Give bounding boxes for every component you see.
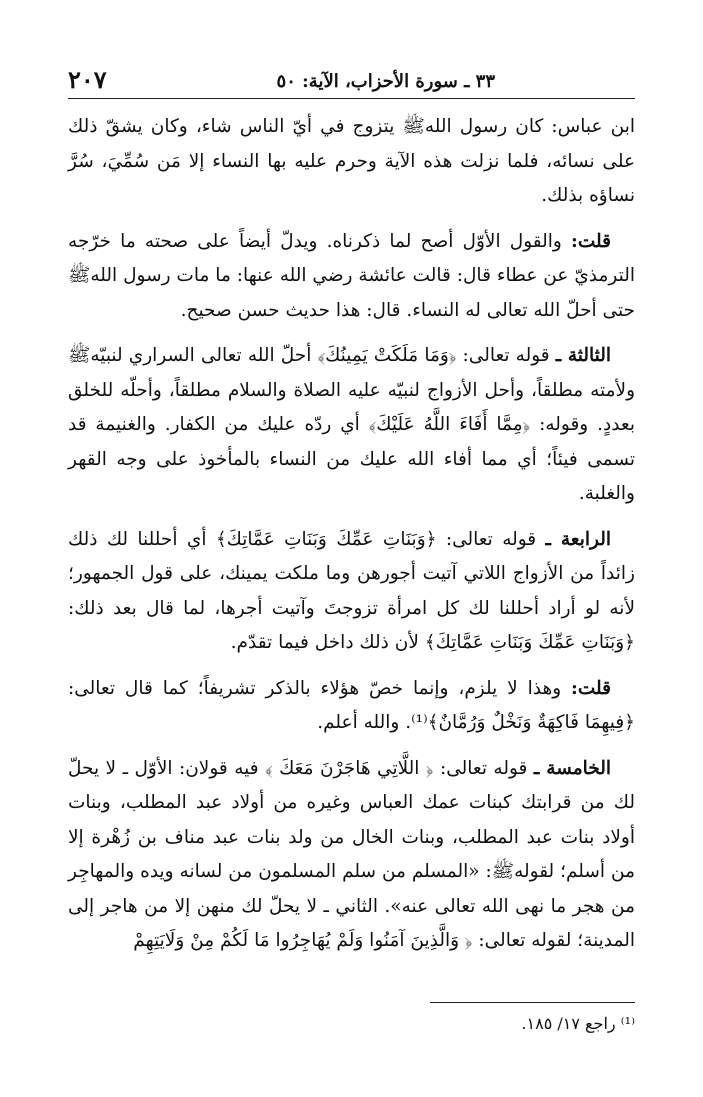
paragraph-5-text: وهذا لا يلزم، وإنما خصّ هؤلاء بالذكر تشريفاً؛ كما قال تعالى: ﴿فِيهِمَا فَاكِهَةٌ وَنَخْلٌ وَرُمَّانٌ﴾⁽¹⁾. والله أعلم. [68,677,635,733]
paragraph-6 [68,752,635,959]
paragraph-3 [68,339,635,512]
paragraph-3-text: قوله تعالى: ﴿وَمَا مَلَكَتْ يَمِينُكَ﴾ أحلّ الله تعالى السراري لنبيّهﷺ ولأمته مطلقاً، وأحل الأزواج لنبيّه عليه الصلاة والسلام مطلقاً، وأحلّه للخلق بعددٍ. وقوله: ﴿مِمَّا أَفَاءَ اللَّهُ عَلَيْكَ﴾ أي ردّه عليك من الكفار. والغنيمة قد تسمى فيئاً؛ أي مما أفاء الله عليك من النساء بالمأخوذ على وجه القهر والغلبة. [68,345,635,504]
page-header [68,62,635,99]
paragraph-4-lead: الرابعة ـ [545,528,611,550]
paragraph-3-lead: الثالثة ـ [555,345,612,366]
paragraph-2-lead: قلت: [571,230,611,252]
paragraph-4-text: قوله تعالى: ﴿وَبَنَاتِ عَمِّكَ وَبَنَاتِ عَمَّاتِكَ﴾ أي أحللنا لك ذلك زائداً من الأزواج اللاتي آتيت أجورهن وما ملكت يمينك، على قول الجمهور؛ لأنه لو أراد أحللنا لك كل امرأة تزوجتَ وآتيت أجرها، لما قال بعد ذلك: ﴿وَبَنَاتِ عَمِّكَ وَبَنَاتِ عَمَّاتِكَ﴾ لأن ذلك داخل فيما تقدّم. [68,528,635,653]
paragraph-2 [68,225,635,329]
body-text [68,110,635,970]
paragraph-2-text: والقول الأوّل أصح لما ذكرناه. ويدلّ أيضاً على صحته ما خرّجه الترمذيّ عن عطاء قال: قالت عائشة رضي الله عنها: ما مات رسول اللهﷺ حتى أحلّ الله تعالى له النساء. قال: هذا حديث حسن صحيح. [68,230,635,321]
paragraph-1 [68,110,635,214]
footnote-divider [430,1002,635,1003]
paragraph-5-lead: قلت: [571,677,611,699]
running-title: ٣٣ ـ سورة الأحزاب، الآية: ٥٠ [276,71,495,92]
paragraph-4 [68,523,635,661]
paragraph-6-text: قوله تعالى: ﴿ اللَّاتِي هَاجَرْنَ مَعَكَ ﴾ فيه قولان: الأوّل ـ لا يحلّ لك من قرابتك كبنات عمك العباس وغيره من أولاد عبد المطلب، وبنات أولاد بنات عبد المطلب، وبنات الخال من ولد بنات عبد مناف بن زُهْرة إلا من أسلم؛ لقولهﷺ: «المسلم من سلم المسلمون من لسانه ويده والمهاجِر من هجر ما نهى الله تعالى عنه». الثاني ـ لا يحلّ لك منهن إلا من هاجر إلى المدينة؛ لقوله تعالى: ﴿ وَالَّذِينَ آمَنُوا وَلَمْ يُهَاجِرُوا مَا لَكُمْ مِنْ وَلَايَتِهِمْ [68,757,635,951]
footnote: ⁽¹⁾ راجع ١٧/ ١٨٥. [521,1014,635,1033]
paragraph-5 [68,672,635,741]
paragraph-1-text: ابن عباس: كان رسول اللهﷺ يتزوج في أيّ الناس شاء، وكان يشقّ ذلك على نسائه، فلما نزلت هذه الآية وحرم عليه بها النساء إلا مَن سُمِّيَ، سُرَّ نساؤه بذلك. [68,116,635,206]
paragraph-6-lead: الخامسة ـ [533,757,611,779]
page-number: ٢٠٧ [68,65,107,94]
